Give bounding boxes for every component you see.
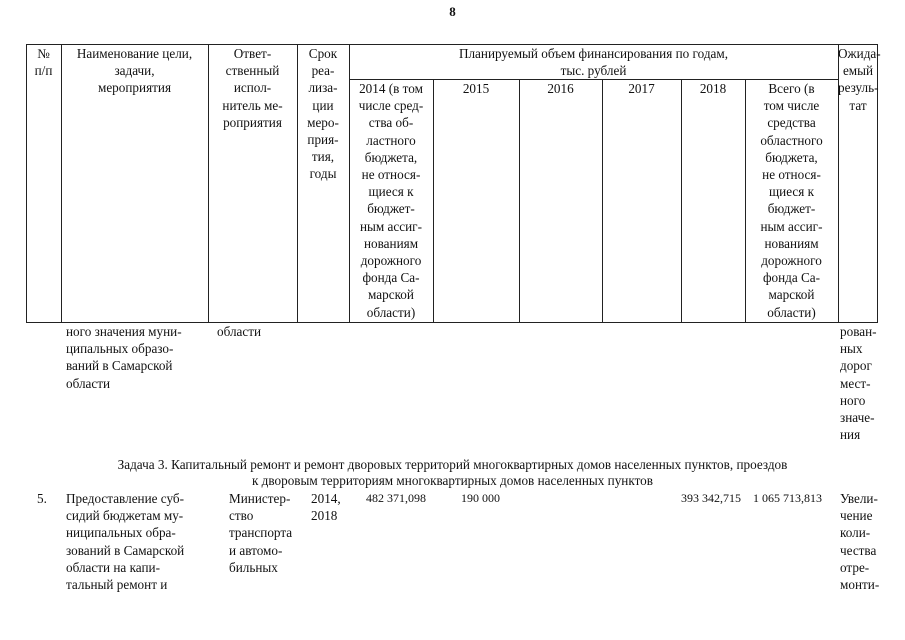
continuation-name: ного значения муни- ципальных образо- ваний в Самарской области [66,324,182,391]
header-executor: Ответ- ственный испол- нитель ме- роприятия [222,46,283,130]
task-heading: Задача 3. Капитальный ремонт и ремонт дворовых территорий многоквартирных домов населенных пунктов, проездов к дворовым территориям многоквартирных домов населенных пунктов [117,457,788,488]
header-year-2016: 2016 [547,81,574,96]
header-year-2015: 2015 [462,81,490,96]
row5-executor: Министер- ство транспорта и автомо- бильных [229,491,293,575]
continuation-executor: области [217,324,262,339]
grid-col-line [681,79,682,323]
header-name: Наименование цели, задачи, мероприятия [76,46,193,96]
row5-name: Предоставление суб- сидий бюджетам му- ниципальных обра- зований в Самарской области на капи- тальный ремонт и [66,491,185,593]
row5-2014: 482 371,098 [366,491,426,505]
header-num: № п/п [34,46,53,79]
header-year-2018: 2018 [699,81,727,96]
grid-col-line [433,79,434,323]
header-result: Ожида- емый резуль- тат [838,46,881,113]
row5-2015: 190 000 [461,491,500,505]
grid-col-line [519,79,520,323]
continuation-result: рован- ных дорог мест- ного значе- ния [840,324,877,443]
page-number: 8 [449,4,456,19]
row5-total: 1 065 713,813 [753,491,822,505]
row5-result: Увели- чение коли- чества отре- монти- [840,491,880,593]
row5-period: 2014, 2018 [311,491,341,524]
row5-num: 5. [37,491,47,506]
header-period: Срок реа- лиза- ции меро- прия- тия, годы [307,46,339,182]
header-funding: Планируемый объем финансирования по годам, тыс. рублей [458,46,729,79]
row5-2018: 393 342,715 [681,491,741,505]
grid-col-line [26,44,27,323]
header-year-2014: 2014 (в том числе сред- ства об- ластного бюджета, не относя- щиеся к бюджет- ным ассиг- нованиям дорожного фонда Са- марской области) [358,81,424,320]
grid-col-line [602,79,603,323]
header-total: Всего (в том числе средства областного бюджета, не относя- щиеся к бюджет- ным ассиг- нованиям дорожного фонда Са- марской области) [760,81,823,320]
header-year-2017: 2017 [628,81,655,96]
